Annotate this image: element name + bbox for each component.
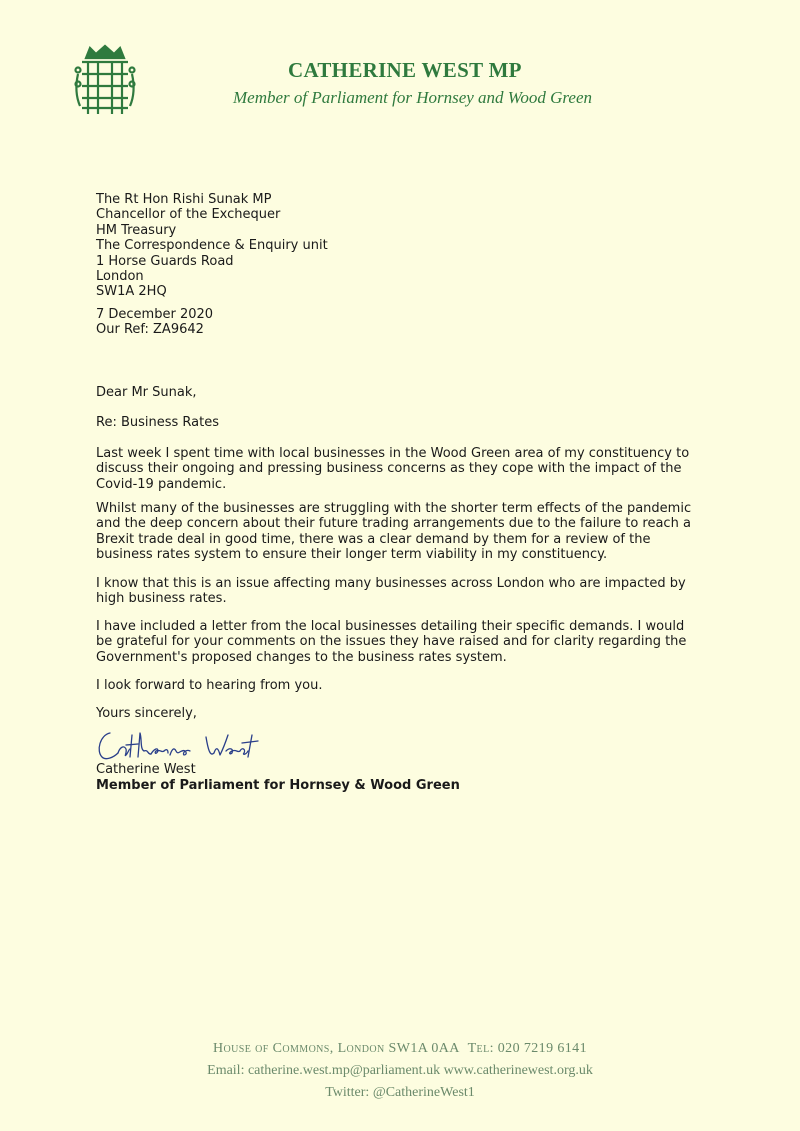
signatory-title: Member of Parliament for Hornsey & Wood Green xyxy=(96,778,460,793)
paragraph: I have included a letter from the local businesses detailing their specific demands. I would be grateful for your comments on the issues they have raised and for clarity regarding the Government's proposed changes to the business rates system. xyxy=(96,619,687,665)
salutation: Dear Mr Sunak, xyxy=(96,385,197,400)
footer-twitter: Twitter: @CatherineWest1 xyxy=(325,1085,475,1100)
letterhead-subtitle: Member of Parliament for Hornsey and Wood Green xyxy=(233,88,593,107)
recipient-line: 1 Horse Guards Road xyxy=(96,253,234,269)
letter-date: 7 December 2020 xyxy=(96,307,214,322)
letter-meta xyxy=(96,307,696,338)
recipient-line: The Rt Hon Rishi Sunak MP xyxy=(96,192,272,207)
paragraph: Last week I spent time with local businesses in the Wood Green area of my constituency to discuss their ongoing and pressing business concerns as they cope with the impact of the Covid-19 pandemic. xyxy=(96,446,690,492)
signatory-name: Catherine West xyxy=(96,762,196,777)
recipient-line: London xyxy=(96,269,144,285)
portcullis-icon xyxy=(72,44,138,118)
recipient-address xyxy=(96,192,696,300)
recipient-line: Chancellor of the Exchequer xyxy=(96,207,281,223)
letter-ref: Our Ref: ZA9642 xyxy=(96,322,204,338)
recipient-line: HM Treasury xyxy=(96,222,177,238)
signature xyxy=(96,727,266,763)
footer-address: House of Commons, London SW1A 0AA xyxy=(213,1041,460,1056)
paragraph: Whilst many of the businesses are struggling with the shorter term effects of the pandemic and the deep concern about their future trading arrangements due to the failure to reach a Brexit trade deal in good time, there was a clear demand by them for a review of the business rates system to ensure their longer term viability in my constituency. xyxy=(96,501,692,563)
footer-tel: Tel: 020 7219 6141 xyxy=(467,1041,587,1056)
paragraph: I look forward to hearing from you. xyxy=(96,678,323,693)
recipient-line: SW1A 2HQ xyxy=(96,284,167,300)
paragraph: I know that this is an issue affecting many businesses across London who are impacted by high business rates. xyxy=(96,576,686,607)
closing: Yours sincerely, xyxy=(96,706,197,721)
letterhead-name: CATHERINE WEST MP xyxy=(288,58,522,82)
footer-email: Email: catherine.west.mp@parliament.uk www.catherinewest.org.uk xyxy=(207,1063,593,1078)
recipient-line: The Correspondence & Enquiry unit xyxy=(96,238,328,254)
subject-line: Re: Business Rates xyxy=(96,415,219,430)
footer-contact xyxy=(0,1041,800,1057)
